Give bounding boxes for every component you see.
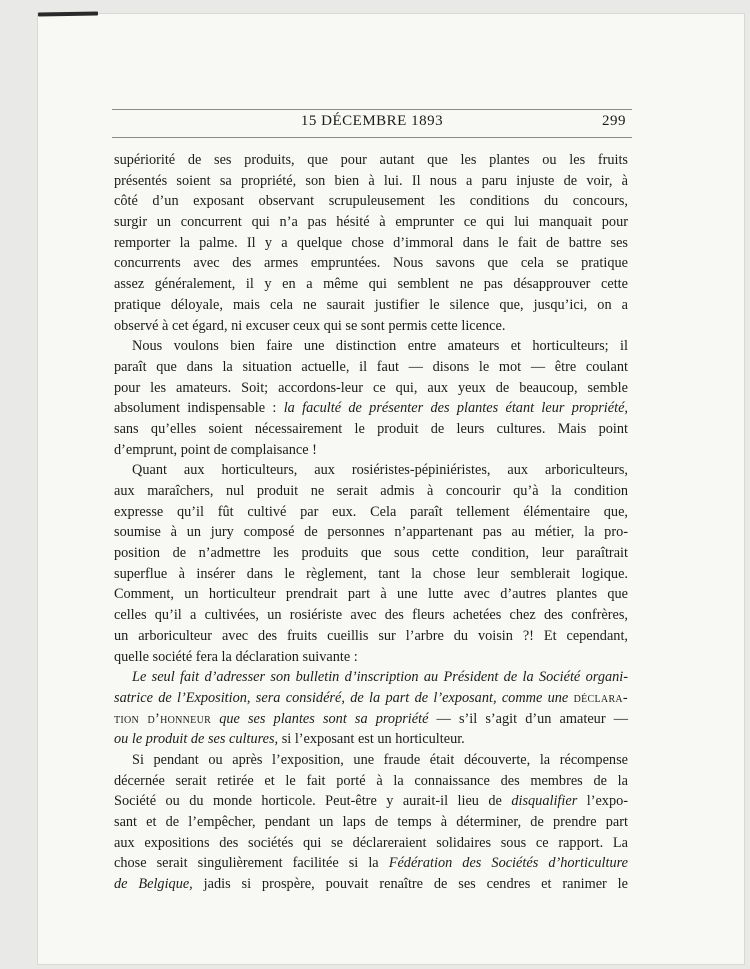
text-line: de Belgique, jadis si prospère, pouvait renaître de ses cendres et ranimer le — [114, 876, 628, 893]
body-text — [114, 150, 628, 895]
text-line: Quant aux horticulteurs, aux rosiéristes-pépiniéristes, aux arboriculteurs, — [132, 462, 628, 479]
text-line: paraît que dans la situation actuelle, il faut — disons le mot — être coulant — [114, 358, 628, 375]
text-line: remporter la palme. Il y a quelque chose d’immoral dans le fait de battre ses — [114, 234, 628, 251]
quote-line: tion d’honneur que ses plantes sont sa propriété — s’il s’agit d’un amateur — — [114, 710, 628, 727]
text-line: côté d’un exposant observant scrupuleusement les conditions du concours, — [114, 193, 628, 210]
text-line: absolument indispensable : la faculté de présenter des plantes étant leur propriété, — [114, 400, 629, 417]
text-line: pratique déloyale, mais cela ne saurait justifier le silence que, jusqu’ici, on a — [114, 296, 628, 313]
quote-line: Le seul fait d’adresser son bulletin d’inscription au Président de la Société organi- — [132, 669, 628, 686]
quote-line: satrice de l’Exposition, sera considéré, de la part de l’exposant, comme une déclara- — [114, 689, 628, 706]
text-line: Société ou du monde horticole. Peut-être y aurait-il lieu de disqualifier l’expo- — [114, 793, 629, 810]
header-rule-bottom — [112, 137, 632, 138]
header-date: 15 DÉCEMBRE 1893 — [300, 113, 444, 129]
text-line: soumise à un jury composé de personnes n’appartenant pas au métier, la pro- — [114, 524, 628, 541]
text-line: aux expositions des sociétés qui se déclareraient solidaires sous ce rapport. La — [114, 834, 628, 851]
header-rule-top — [112, 109, 632, 110]
text-line: expresse qu’il fût cultivé par eux. Cela paraît tellement élémentaire que, — [114, 503, 628, 520]
text-line: présentés soient sa propriété, son bien à lui. Il nous a paru injuste de voir, à — [114, 172, 628, 189]
text-line: concurrents avec des armes empruntées. Nous savons que cela se pratique — [114, 255, 628, 272]
text-line: assez généralement, il y en a même qui semblent ne pas désapprouver cette — [114, 276, 628, 293]
quote-line: ou le produit de ses cultures, si l’exposant est un horticulteur. — [114, 731, 465, 748]
text-line: décernée serait retirée et le fait porté à la connaissance des membres de la — [114, 772, 628, 789]
text-line: superflue à insérer dans le règlement, tant la chose leur semblerait logique. — [114, 565, 628, 582]
text-line: supériorité de ses produits, que pour autant que les plantes ou les fruits — [114, 152, 628, 168]
text-line: observé à cet égard, ni excuser ceux qui se sont permis cette licence. — [114, 317, 506, 334]
text-line: sans qu’elles soient nécessairement le produit de leurs cultures. Mais point — [114, 420, 628, 437]
text-line: quelle société fera la déclaration suivante : — [114, 648, 358, 665]
text-line: d’emprunt, point de complaisance ! — [114, 441, 317, 458]
text-line: Si pendant ou après l’exposition, une fraude était découverte, la récompense — [132, 751, 628, 768]
text-line: Comment, un horticulteur prendrait part à une lutte avec d’autres plantes que — [114, 586, 628, 603]
text-line: sant et de l’empêcher, pendant un laps de temps à déterminer, de prendre part — [114, 814, 628, 830]
text-line: chose serait singulièrement facilitée si la Fédération des Sociétés d’horticulture — [114, 855, 628, 872]
text-line: celles qu’il a cultivées, un rosiériste avec des fleurs achetées chez des confrères, — [114, 607, 628, 624]
text-line: position de n’admettre les produits que sous cette condition, leur paraîtrait — [114, 545, 628, 562]
page-number: 299 — [602, 113, 626, 129]
text-line: Nous voulons bien faire une distinction entre amateurs et horticulteurs; il — [132, 338, 628, 355]
running-header — [112, 113, 632, 133]
text-line: aux maraîchers, nul produit ne serait admis à concourir qu’à la condition — [114, 483, 628, 499]
text-line: un arboriculteur avec des fruits cueillis sur l’arbre du voisin ?! Et cependant, — [114, 627, 628, 644]
text-line: pour les amateurs. Soit; accordons-leur ce qui, aux yeux de beaucoup, semble — [114, 379, 628, 396]
text-line: surgir un concurrent qui n’a pas hésité à emprunter ce qui lui manquait pour — [114, 214, 628, 231]
